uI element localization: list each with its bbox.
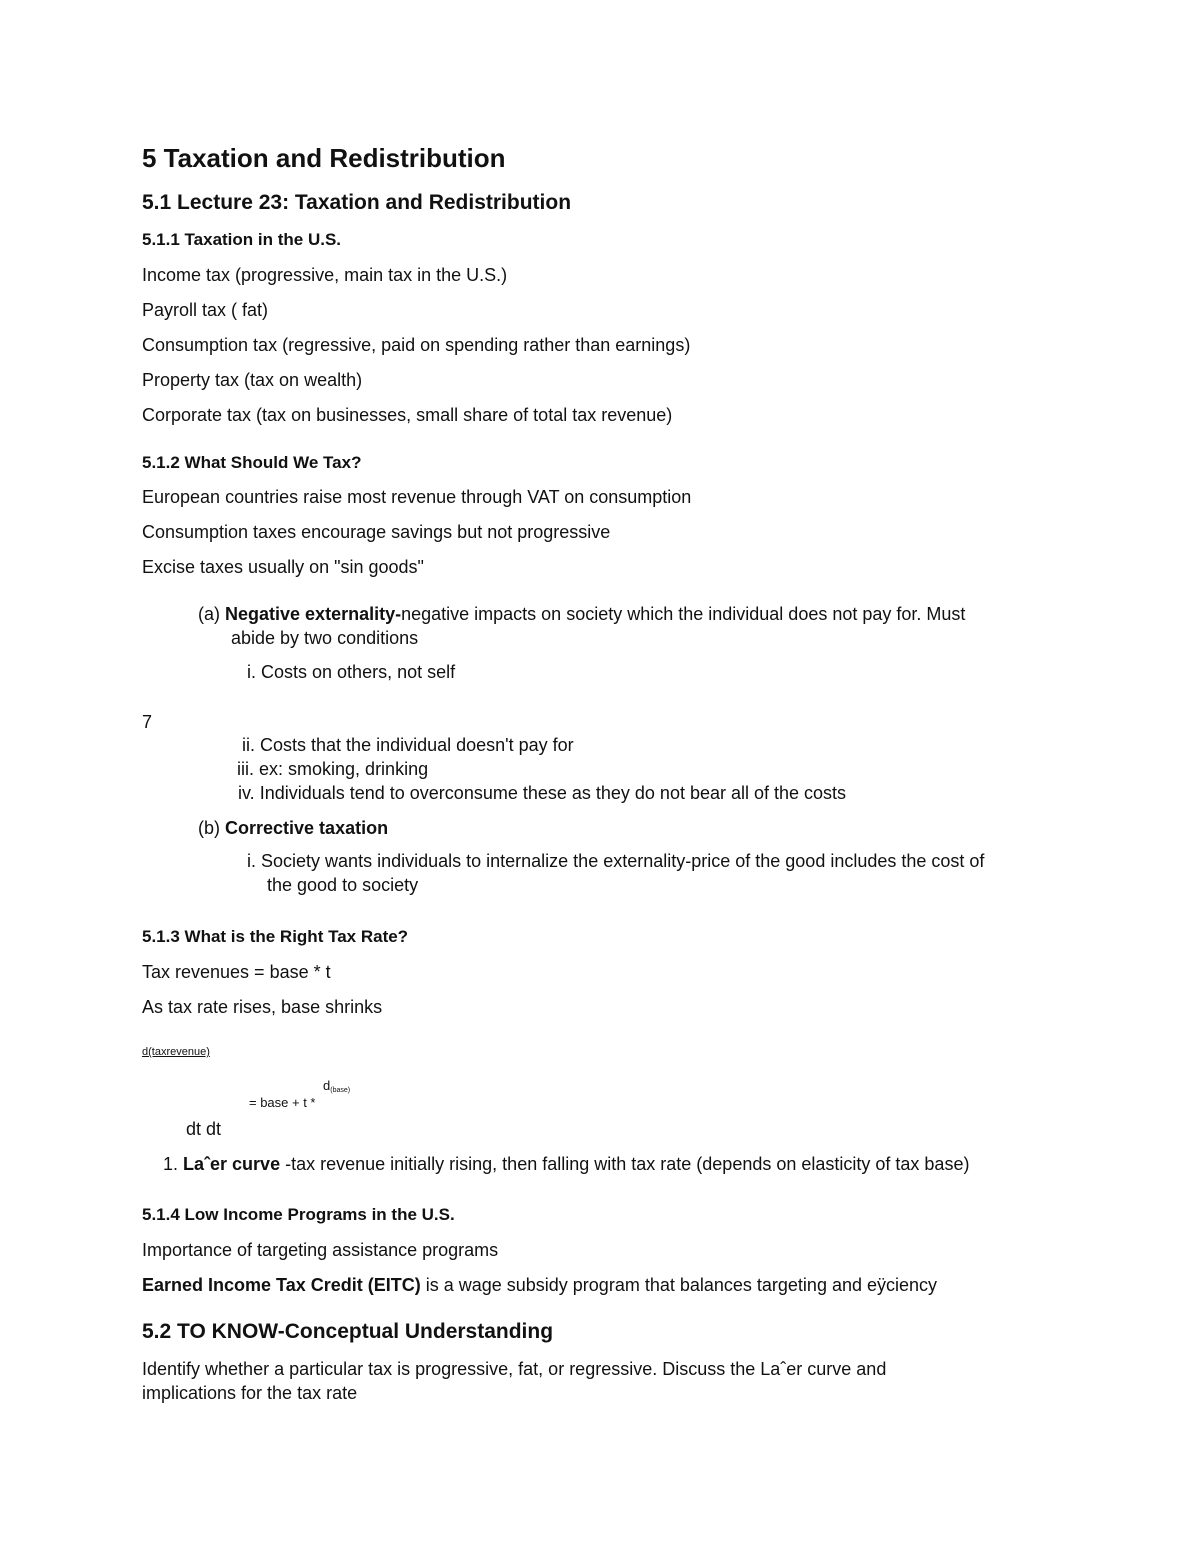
- list-item-a: [198, 604, 965, 625]
- formula-rhs: = base + t *: [249, 1095, 316, 1110]
- sublist-text: Costs that the individual doesn't pay for: [260, 735, 574, 755]
- sublist-marker: i.: [247, 851, 256, 871]
- subsection-heading-what-to-tax: 5.1.2 What Should We Tax?: [142, 453, 362, 472]
- list-item-a-continuation: abide by two conditions: [231, 628, 419, 648]
- list-item-a-text: negative impacts on society which the individual does not pay for. Must: [401, 604, 966, 624]
- paragraph-eitc-text: is a wage subsidy program that balances targeting and eÿciency: [420, 1275, 938, 1295]
- sublist-text: ex: smoking, drinking: [259, 759, 429, 779]
- formula-d-subscript: (base): [330, 1087, 351, 1094]
- lecture-heading: 5.1 Lecture 23: Taxation and Redistribution: [142, 191, 572, 214]
- sublist-marker: i.: [247, 662, 256, 682]
- subsection-heading-right-tax-rate: 5.1.3 What is the Right Tax Rate?: [142, 927, 409, 946]
- numbered-item-text: -tax revenue initially rising, then falling with tax rate (depends on elasticity of tax base): [280, 1154, 970, 1174]
- section-title: 5 Taxation and Redistribution: [142, 143, 506, 173]
- paragraph-base-shrinks: As tax rate rises, base shrinks: [142, 997, 383, 1017]
- sublist-marker: iii.: [237, 759, 254, 779]
- numbered-item-laffer: [163, 1154, 969, 1175]
- formula-d-base: [323, 1078, 350, 1094]
- sublist-text: Costs on others, not self: [261, 662, 456, 682]
- list-item-b: [198, 818, 388, 839]
- sublist-item-a-iv: [238, 783, 846, 804]
- paragraph-tax-revenues: Tax revenues = base * t: [142, 962, 331, 982]
- term-negative-externality: Negative externality-: [225, 604, 402, 624]
- sublist-item-a-i: [247, 662, 455, 683]
- subsection-heading-low-income: 5.1.4 Low Income Programs in the U.S.: [142, 1205, 455, 1224]
- list-marker-a: (a): [198, 604, 220, 624]
- term-eitc: Earned Income Tax Credit (EITC): [142, 1275, 421, 1295]
- paragraph-income-tax: Income tax (progressive, main tax in the U.S.): [142, 265, 508, 285]
- paragraph-eitc: [142, 1275, 937, 1296]
- term-laffer-curve: Laˆer curve: [183, 1154, 281, 1174]
- paragraph-excise-taxes: Excise taxes usually on "sin goods": [142, 557, 424, 577]
- sublist-text: Society wants individuals to internalize the externality-price of the good includes the cost of: [261, 851, 985, 871]
- sublist-item-b-continuation: the good to society: [267, 875, 419, 895]
- paragraph-european-vat: European countries raise most revenue through VAT on consumption: [142, 487, 692, 507]
- paragraph-targeting: Importance of targeting assistance programs: [142, 1240, 499, 1260]
- paragraph-identify: Identify whether a particular tax is progressive, fat, or regressive. Discuss the Laˆer curve and: [142, 1359, 887, 1379]
- sublist-text: Individuals tend to overconsume these as they do not bear all of the costs: [259, 783, 847, 803]
- formula-numerator: d(taxrevenue): [142, 1046, 210, 1058]
- paragraph-identify-continuation: implications for the tax rate: [142, 1383, 358, 1403]
- formula-denominators: dt dt: [186, 1119, 222, 1139]
- sublist-item-b-i: [247, 851, 984, 872]
- page-number: 7: [142, 712, 153, 732]
- sublist-item-a-iii: [237, 759, 428, 780]
- list-marker-b: (b): [198, 818, 220, 838]
- subsection-heading-taxation-us: 5.1.1 Taxation in the U.S.: [142, 230, 342, 249]
- sublist-marker: iv.: [238, 783, 255, 803]
- sublist-item-a-ii: [242, 735, 574, 756]
- paragraph-consumption-savings: Consumption taxes encourage savings but not progressive: [142, 522, 611, 542]
- paragraph-payroll-tax: Payroll tax ( fat): [142, 300, 269, 320]
- section-heading-to-know: 5.2 TO KNOW-Conceptual Understanding: [142, 1320, 554, 1343]
- paragraph-property-tax: Property tax (tax on wealth): [142, 370, 363, 390]
- paragraph-corporate-tax: Corporate tax (tax on businesses, small share of total tax revenue): [142, 405, 673, 425]
- sublist-marker: ii.: [242, 735, 255, 755]
- term-corrective-taxation: Corrective taxation: [225, 818, 389, 838]
- formula-d: d: [323, 1078, 331, 1093]
- paragraph-consumption-tax: Consumption tax (regressive, paid on spending rather than earnings): [142, 335, 691, 355]
- numbered-marker: 1.: [163, 1154, 179, 1174]
